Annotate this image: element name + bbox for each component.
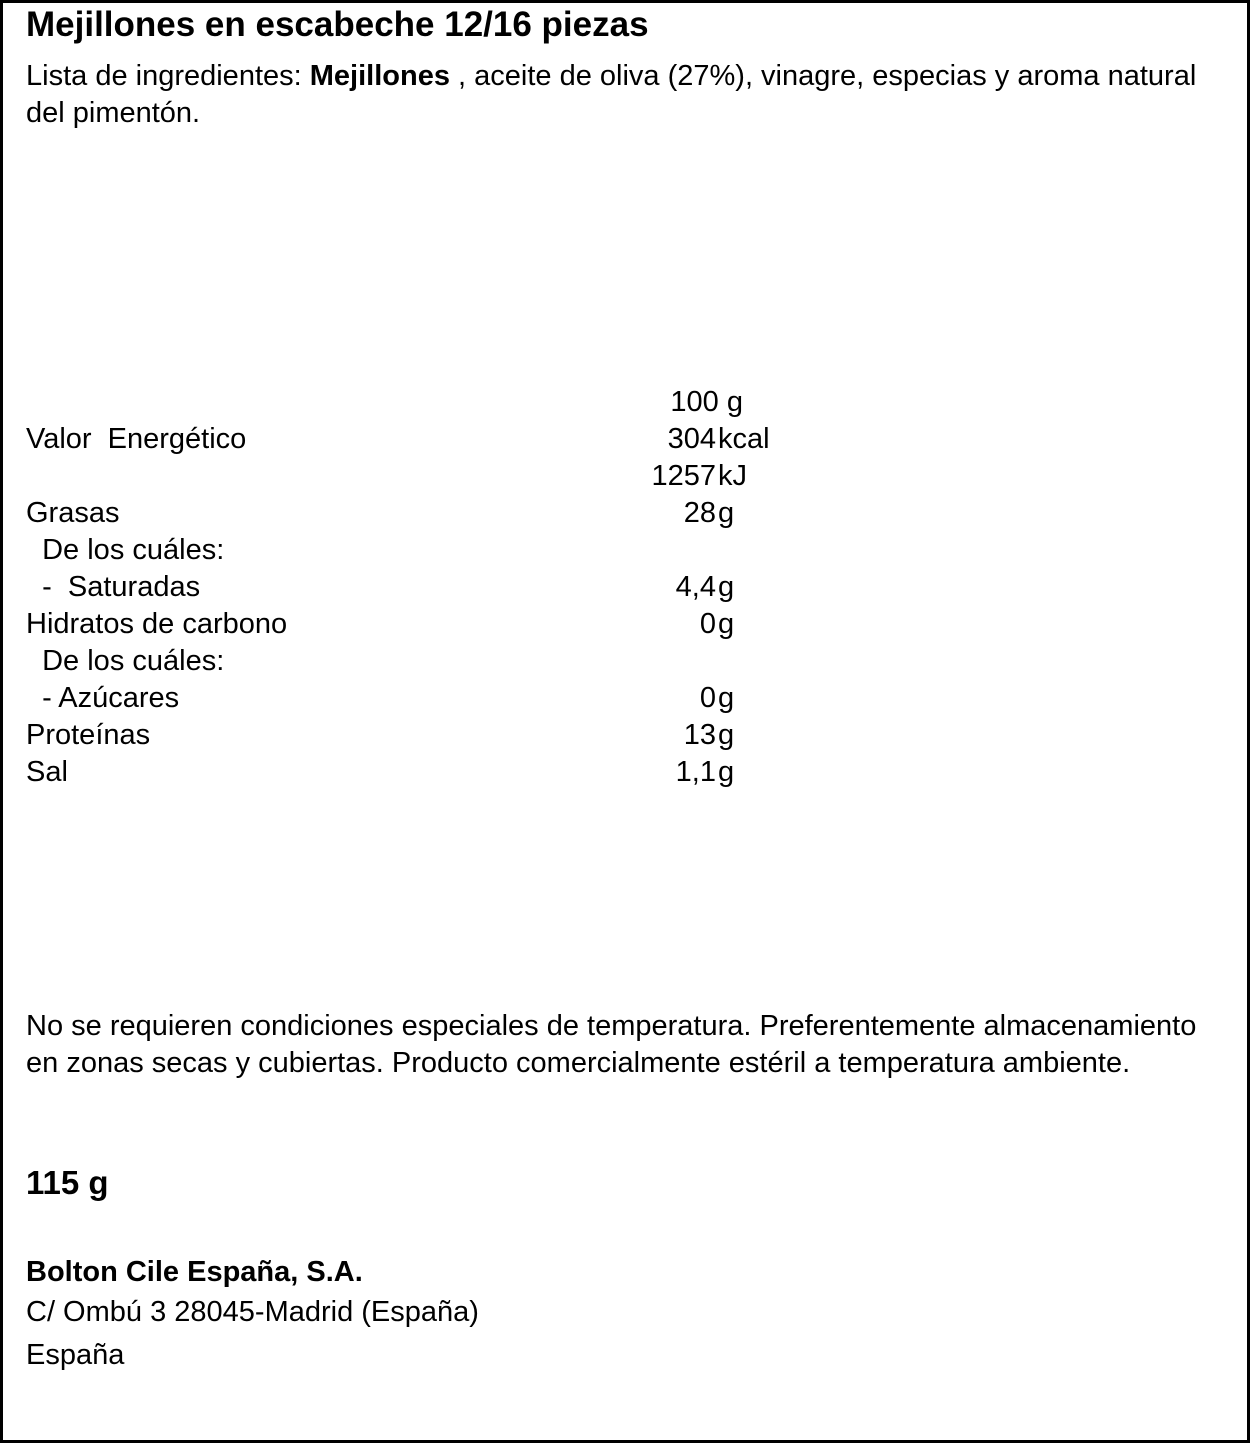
manufacturer-address: C/ Ombú 3 28045-Madrid (España) bbox=[26, 1296, 479, 1328]
nutrition-label: - Azúcares bbox=[26, 682, 180, 714]
nutrition-value: 1,1 bbox=[675, 756, 716, 788]
ingredients-prefix: Lista de ingredientes: bbox=[26, 60, 302, 92]
nutrition-unit: g bbox=[718, 608, 735, 640]
nutrition-value: 4,4 bbox=[675, 571, 716, 603]
nutrition-label: De los cuáles: bbox=[26, 645, 225, 677]
nutrition-unit: kJ bbox=[718, 460, 747, 492]
nutrition-header: 100 g bbox=[670, 386, 743, 418]
nutrition-unit: g bbox=[718, 682, 735, 714]
manufacturer-country: España bbox=[26, 1339, 125, 1371]
nutrition-label: - Saturadas bbox=[26, 571, 201, 603]
nutrition-label: De los cuáles: bbox=[26, 534, 225, 566]
ingredients-allergen: Mejillones bbox=[309, 60, 450, 92]
nutrition-value: 28 bbox=[683, 497, 716, 529]
nutrition-value: 0 bbox=[699, 608, 716, 640]
nutrition-unit: g bbox=[718, 571, 735, 603]
product-title: Mejillones en escabeche 12/16 piezas bbox=[26, 5, 649, 44]
nutrition-unit: g bbox=[718, 497, 735, 529]
net-weight: 115 g bbox=[26, 1164, 109, 1201]
nutrition-value: 1257 bbox=[651, 460, 716, 492]
nutrition-unit: kcal bbox=[718, 423, 770, 455]
nutrition-label: Hidratos de carbono bbox=[26, 608, 288, 640]
nutrition-value: 0 bbox=[699, 682, 716, 714]
nutrition-label: Sal bbox=[26, 756, 68, 788]
ingredients-list bbox=[26, 58, 1216, 132]
nutrition-value: 304 bbox=[667, 423, 716, 455]
nutrition-label: Grasas bbox=[26, 497, 120, 529]
nutrition-label: Proteínas bbox=[26, 719, 151, 751]
nutrition-value: 13 bbox=[683, 719, 716, 751]
storage-conditions: No se requieren condiciones especiales de temperatura. Preferentemente almacenamiento en zonas secas y cubiertas. Producto comercialmente estéril a temperatura ambiente. bbox=[26, 1010, 1197, 1079]
nutrition-label: Valor Energético bbox=[26, 423, 247, 455]
nutrition-unit: g bbox=[718, 719, 735, 751]
manufacturer-name: Bolton Cile España, S.A. bbox=[26, 1256, 363, 1288]
ingredients-rest: , aceite de oliva (27%), vinagre, especias y aroma natural del pimentón. bbox=[26, 60, 1197, 129]
nutrition-unit: g bbox=[718, 756, 735, 788]
